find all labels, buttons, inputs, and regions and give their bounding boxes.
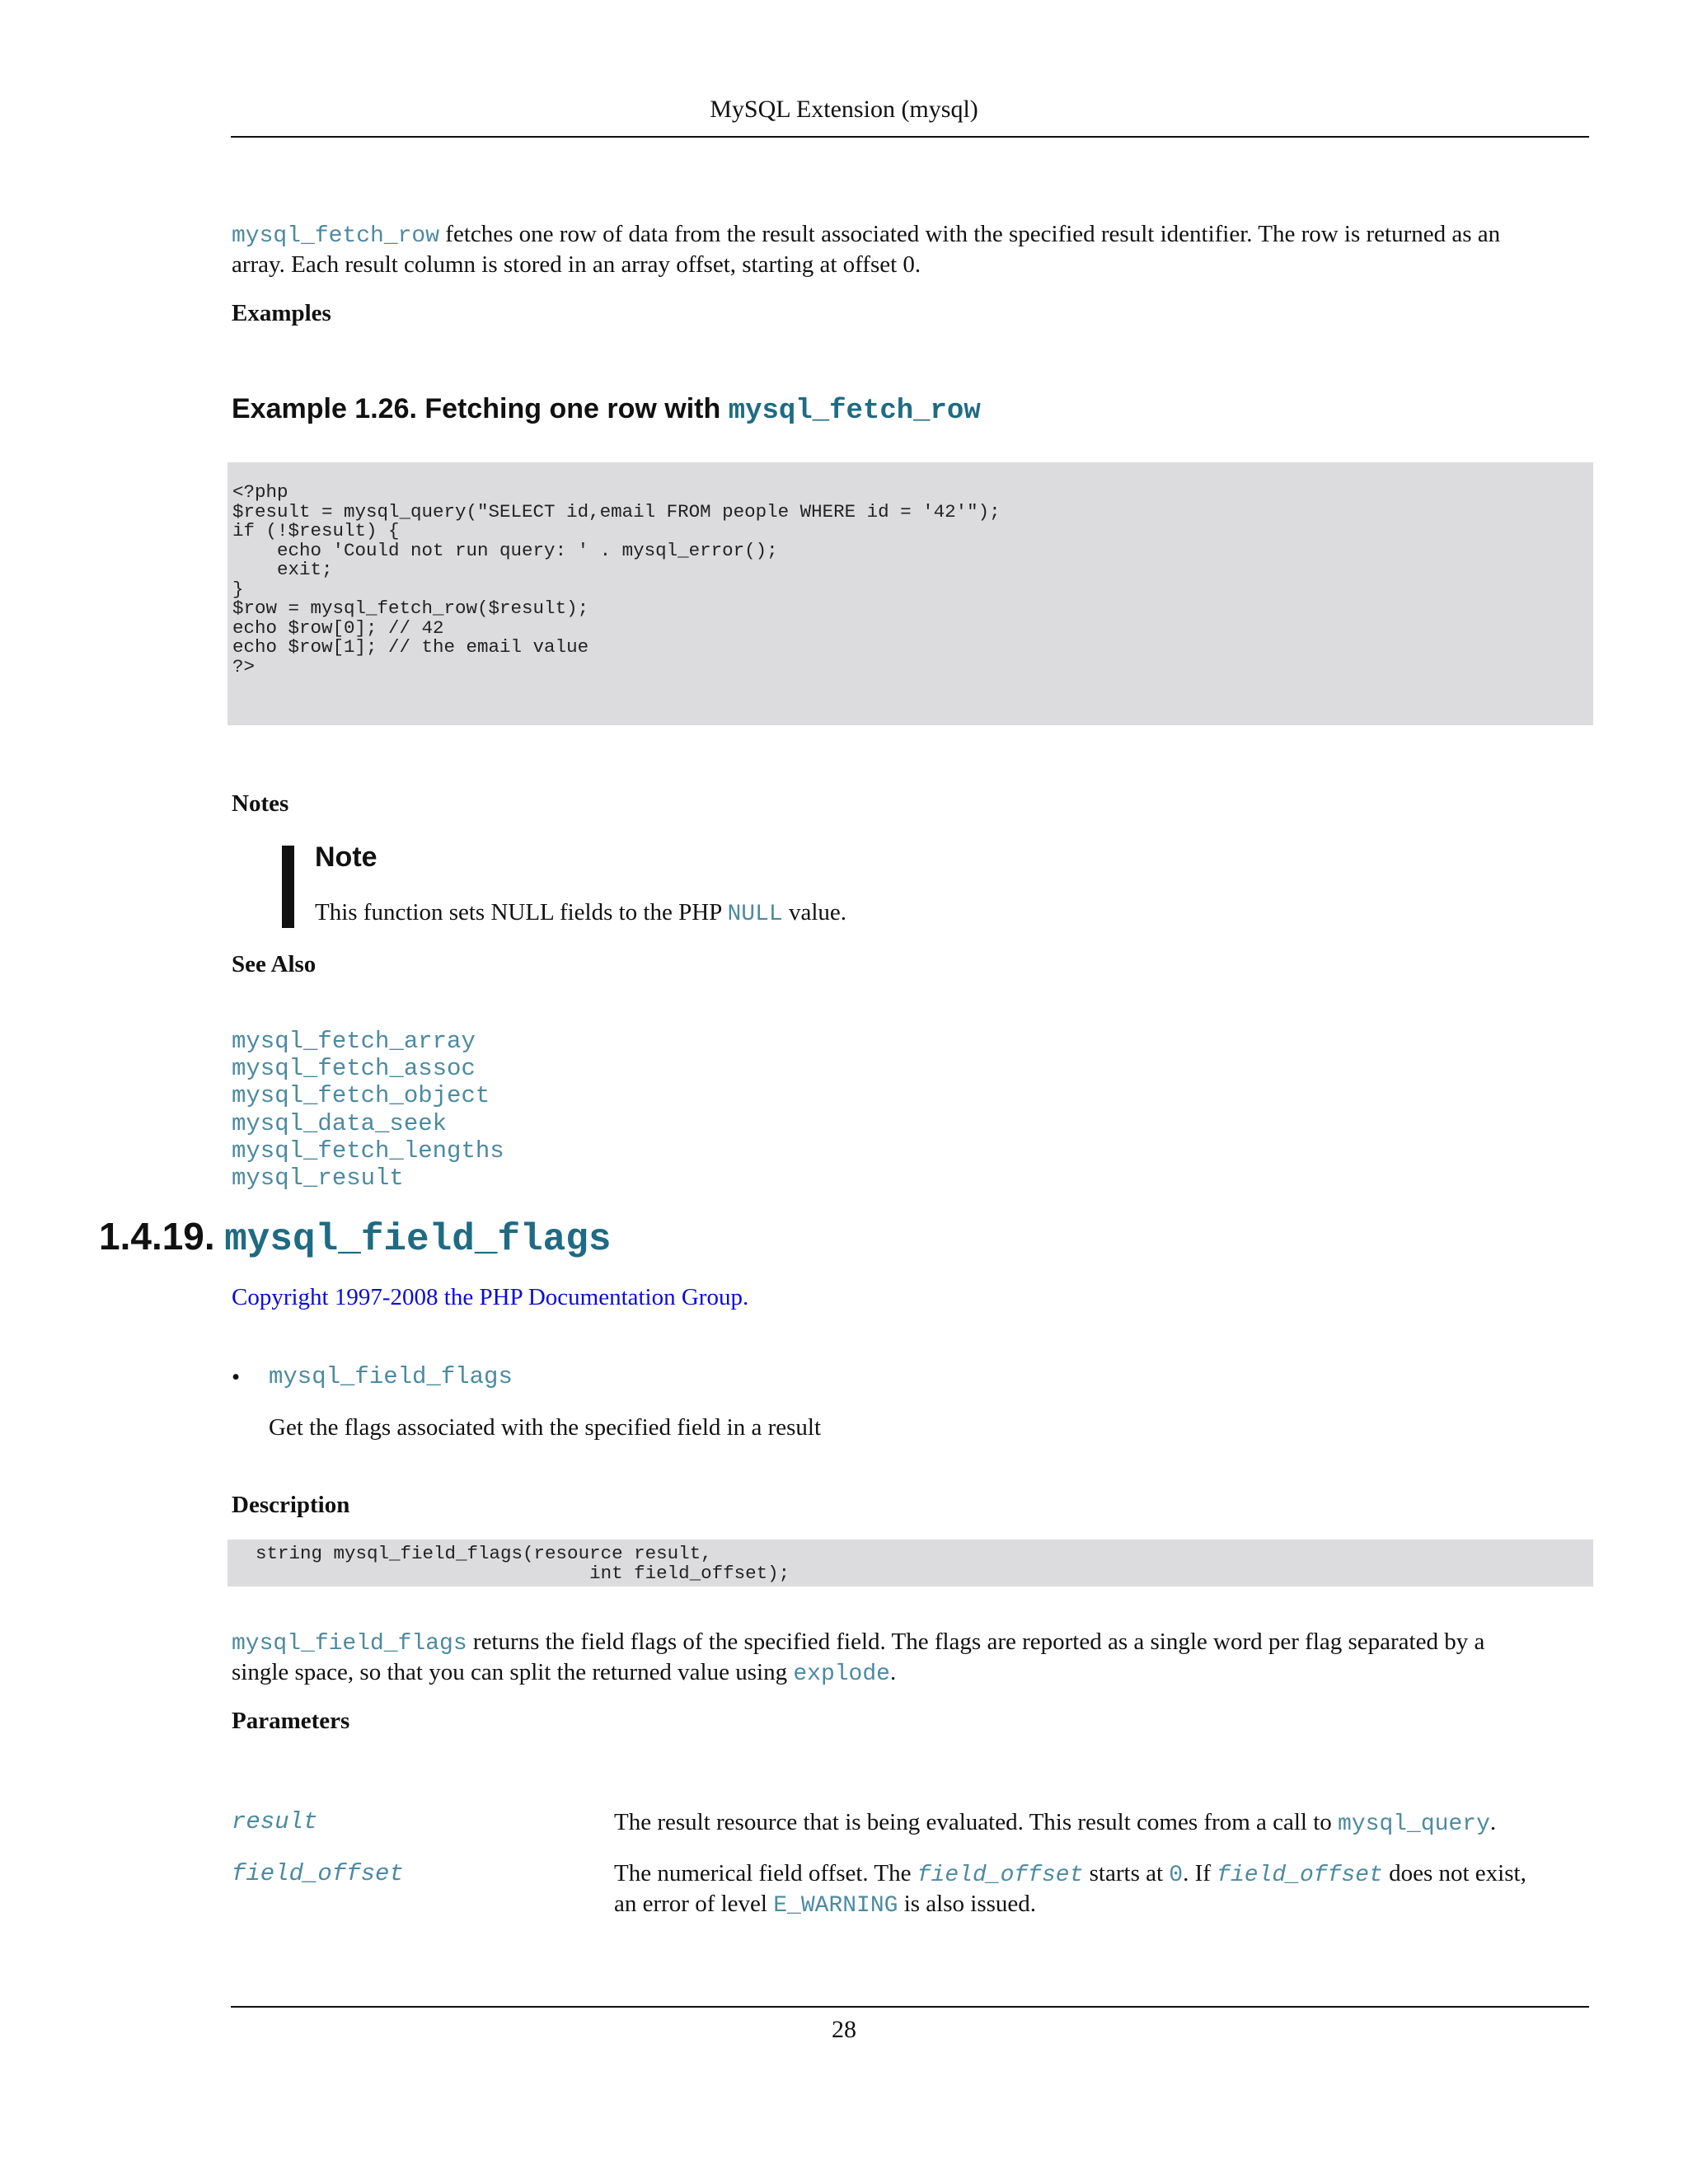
page-number: 28 [832,2016,856,2043]
example-title-text: Example 1.26. Fetching one row with [232,393,729,424]
example-title-func: mysql_fetch_row [728,396,981,427]
code-block [227,462,1593,725]
see-also-link[interactable]: mysql_fetch_object [232,1082,490,1110]
description-label: Description [232,1492,350,1518]
param-result-desc: The result resource that is being evaluated. This result comes from a call to mysql_query. [614,1809,1497,1837]
function-synopsis [227,1540,1593,1586]
param-field-offset-name: field_offset [232,1860,404,1887]
see-also-link[interactable]: mysql_fetch_assoc [232,1055,476,1083]
description-paragraph: mysql_field_flags returns the field flags of the specified field. The flags are reported as a single word per flag separated by a single space, so that you can split the returned value using explode. [232,1629,1485,1687]
header-divider [231,136,1589,138]
intro-text-2: array. Each result column is stored in an array offset, starting at offset 0. [232,251,921,278]
intro-text-1: fetches one row of data from the result associated with the specified result identifier. The row is returned as an [439,221,1501,247]
intro-paragraph [232,220,1600,279]
see-also-list [232,1028,504,1192]
see-also-link[interactable]: mysql_result [232,1165,404,1193]
e-warning-constant: E_WARNING [773,1893,898,1919]
intro-func-link[interactable]: mysql_fetch_row [232,223,440,249]
see-also-link[interactable]: mysql_data_seek [232,1109,448,1137]
null-constant: NULL [727,902,783,927]
bullet-marker: • [232,1364,241,1390]
examples-label: Examples [232,300,331,326]
note-title: Note [315,841,377,873]
section-number: 1.4.19. [99,1215,215,1258]
section-heading [99,1214,611,1261]
synopsis-content: string mysql_field_flags(resource result, int field_offset); [256,1543,790,1584]
running-header: MySQL Extension (mysql) [710,96,978,123]
parameters-label: Parameters [232,1708,350,1734]
code-content: <?php $result = mysql_query("SELECT id,email FROM people WHERE id = '42'"); if (!$result) { echo 'Could not run query: ' . mysql_error(); exit; } $row = mysql_fetch_row($result); echo $row[0]; // 42 echo $row[1]; // the email value ?> [232,481,1001,677]
explode-link[interactable]: explode [793,1661,890,1687]
param-field-offset-desc: The numerical field offset. The field_offset starts at 0. If field_offset does not exist, an error of level E_WARNING is also issued. [614,1860,1526,1919]
example-title [232,393,981,427]
mysql-query-link[interactable]: mysql_query [1338,1811,1490,1837]
see-also-link[interactable]: mysql_fetch_lengths [232,1137,504,1165]
notes-label: Notes [232,790,289,817]
note-bar [282,846,294,928]
refpurpose-text: Get the flags associated with the specified field in a result [269,1414,822,1441]
see-also-label: See Also [232,951,316,977]
see-also-link[interactable]: mysql_fetch_array [232,1028,476,1055]
desc-func-link[interactable]: mysql_field_flags [232,1631,467,1657]
note-text: This function sets NULL fields to the PHP NULL value. [315,899,847,927]
footer-divider [231,2006,1589,2008]
copyright-link[interactable]: Copyright 1997-2008 the PHP Documentation Group. [232,1284,749,1310]
section-func: mysql_field_flags [224,1218,612,1261]
param-result-name: result [232,1808,318,1835]
refname-link[interactable]: mysql_field_flags [269,1363,513,1390]
